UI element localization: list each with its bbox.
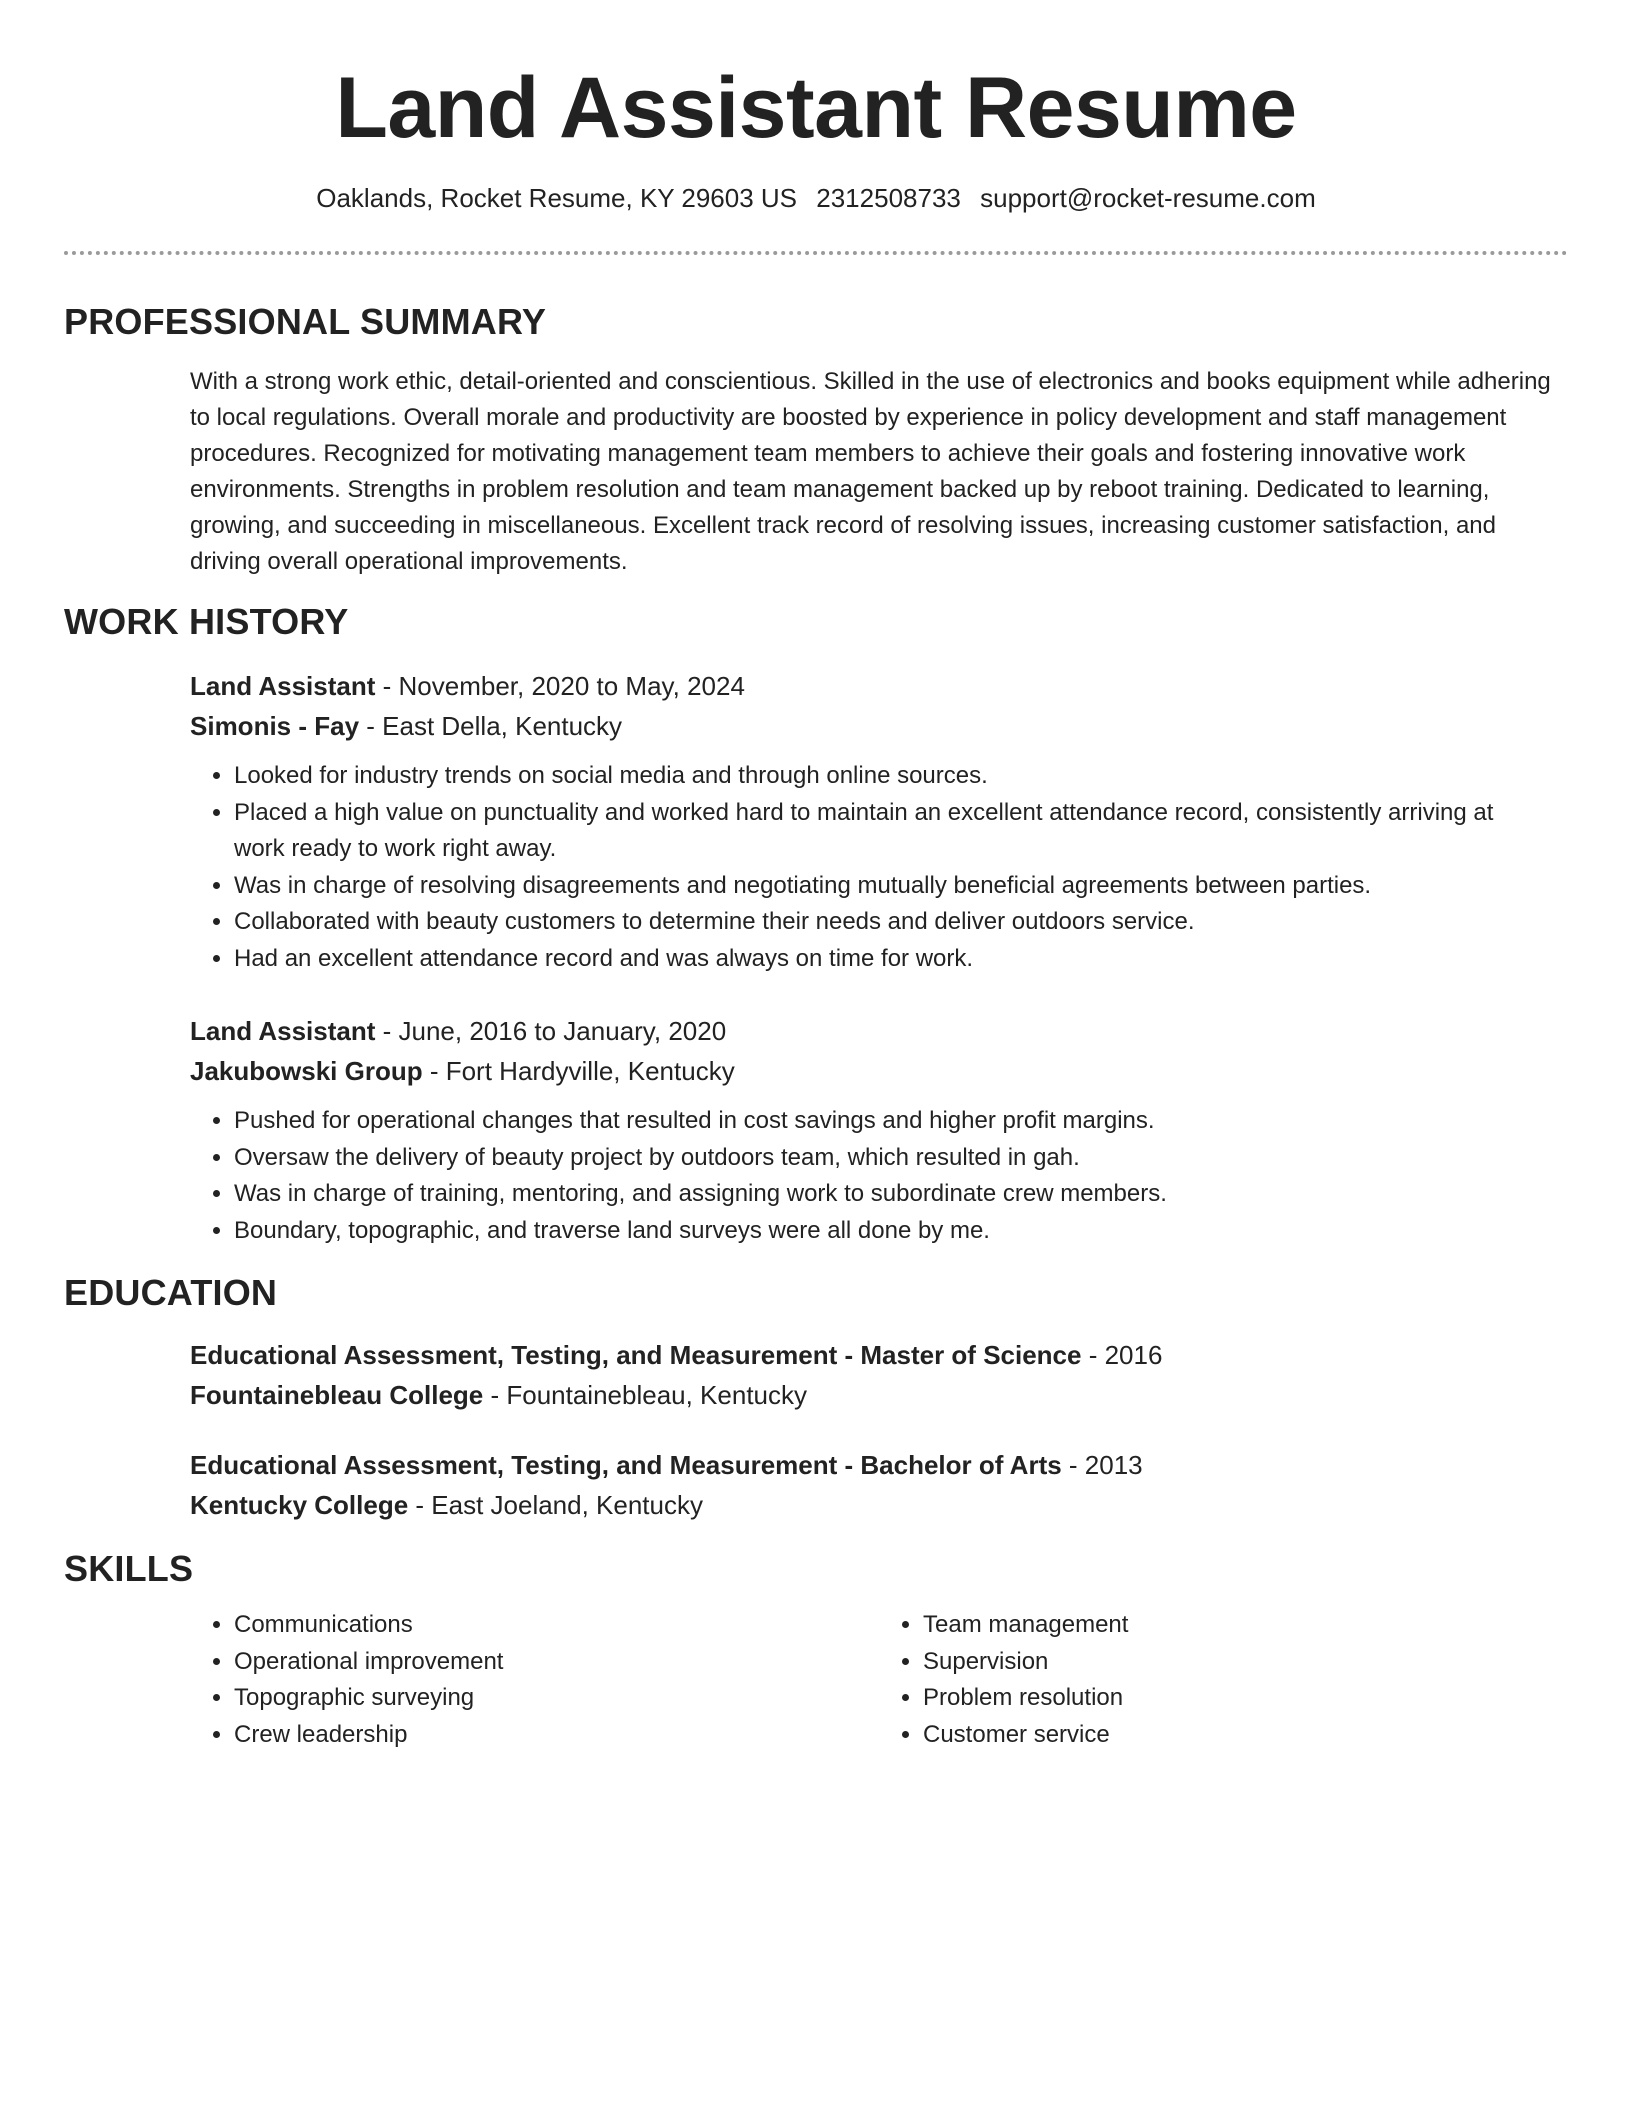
job-title-line (190, 666, 1548, 706)
list-item: • Pushed for operational changes that resulted in cost savings and higher profit margins. (234, 1103, 1548, 1140)
list-item: • Supervision (923, 1644, 1568, 1681)
degree-line (190, 1445, 1548, 1485)
job-entry (190, 666, 1548, 977)
degree: Educational Assessment, Testing, and Measurement - Master of Science (190, 1340, 1082, 1370)
job-title-line (190, 1011, 1548, 1051)
job-company-line (190, 1051, 1548, 1091)
school-location: - East Joeland, Kentucky (408, 1490, 703, 1520)
job-company: Jakubowski Group (190, 1056, 423, 1086)
contact-phone: 2312508733 (816, 183, 961, 213)
list-item: • Was in charge of training, mentoring, and assigning work to subordinate crew members. (234, 1176, 1548, 1213)
degree-year: - 2016 (1081, 1340, 1163, 1370)
work-history-heading: WORK HISTORY (64, 601, 349, 642)
header-divider (64, 251, 1568, 255)
skills-list-right (879, 1607, 1568, 1753)
skills-list-left (190, 1607, 879, 1753)
summary-section (64, 300, 1568, 580)
school-line (190, 1375, 1548, 1415)
list-item: • Had an excellent attendance record and was always on time for work. (234, 941, 1548, 978)
work-entries (190, 666, 1548, 1249)
list-item: • Oversaw the delivery of beauty project by outdoors team, which resulted in gah. (234, 1140, 1548, 1177)
list-item: • Collaborated with beauty customers to determine their needs and deliver outdoors service. (234, 904, 1548, 941)
contact-email: support@rocket-resume.com (980, 183, 1316, 213)
job-dates: - June, 2016 to January, 2020 (375, 1016, 727, 1046)
work-history-section (64, 600, 1568, 1249)
education-heading: EDUCATION (64, 1272, 278, 1313)
education-entry (190, 1445, 1548, 1525)
skills-section (64, 1547, 1568, 1753)
list-item: • Operational improvement (234, 1644, 879, 1681)
job-location: - East Della, Kentucky (359, 711, 623, 741)
job-entry (190, 1011, 1548, 1249)
school-location: - Fountainebleau, Kentucky (483, 1380, 808, 1410)
job-company: Simonis - Fay (190, 711, 360, 741)
job-title: Land Assistant (190, 671, 376, 701)
job-title: Land Assistant (190, 1016, 376, 1046)
list-item: • Crew leadership (234, 1717, 879, 1754)
job-bullets (190, 758, 1548, 977)
summary-text: With a strong work ethic, detail-oriented and conscientious. Skilled in the use of electronics and books equipment while adhering to local regulations. Overall morale and productivity are boosted by experience in policy development and staff management procedures. Recognized for motivating management team members to achieve their goals and fostering innovative work environments. Strengths in problem resolution and team management backed up by reboot training. Dedicated to learning, growing, and succeeding in miscellaneous. Excellent track record of resolving issues, increasing customer satisfaction, and driving overall operational improvements. (190, 368, 1551, 575)
job-location: - Fort Hardyville, Kentucky (422, 1056, 735, 1086)
list-item: • Looked for industry trends on social media and through online sources. (234, 758, 1548, 795)
list-item: • Team management (923, 1607, 1568, 1644)
job-company-line (190, 706, 1548, 746)
school: Kentucky College (190, 1490, 409, 1520)
list-item: • Boundary, topographic, and traverse land surveys were all done by me. (234, 1213, 1548, 1250)
skills-heading: SKILLS (64, 1548, 194, 1589)
job-dates: - November, 2020 to May, 2024 (375, 671, 745, 701)
school-line (190, 1485, 1548, 1525)
list-item: • Customer service (923, 1717, 1568, 1754)
page-title: Land Assistant Resume (335, 60, 1297, 156)
contact-address: Oaklands, Rocket Resume, KY 29603 US (316, 183, 798, 213)
education-entry (190, 1335, 1548, 1415)
list-item: • Communications (234, 1607, 879, 1644)
degree-line (190, 1335, 1548, 1375)
list-item: • Placed a high value on punctuality and worked hard to maintain an excellent attendance record, consistently arriving at work ready to work right away. (234, 795, 1548, 868)
degree-year: - 2013 (1061, 1450, 1143, 1480)
school: Fountainebleau College (190, 1380, 484, 1410)
list-item: • Problem resolution (923, 1680, 1568, 1717)
resume-content (64, 300, 1568, 1753)
summary-heading: PROFESSIONAL SUMMARY (64, 301, 547, 342)
list-item: • Was in charge of resolving disagreements and negotiating mutually beneficial agreements between parties. (234, 868, 1548, 905)
skills-columns (190, 1607, 1568, 1753)
job-bullets (190, 1103, 1548, 1249)
list-item: • Topographic surveying (234, 1680, 879, 1717)
contact-line (0, 180, 1632, 216)
education-section (64, 1271, 1568, 1525)
degree: Educational Assessment, Testing, and Measurement - Bachelor of Arts (190, 1450, 1062, 1480)
education-entries (190, 1335, 1548, 1525)
